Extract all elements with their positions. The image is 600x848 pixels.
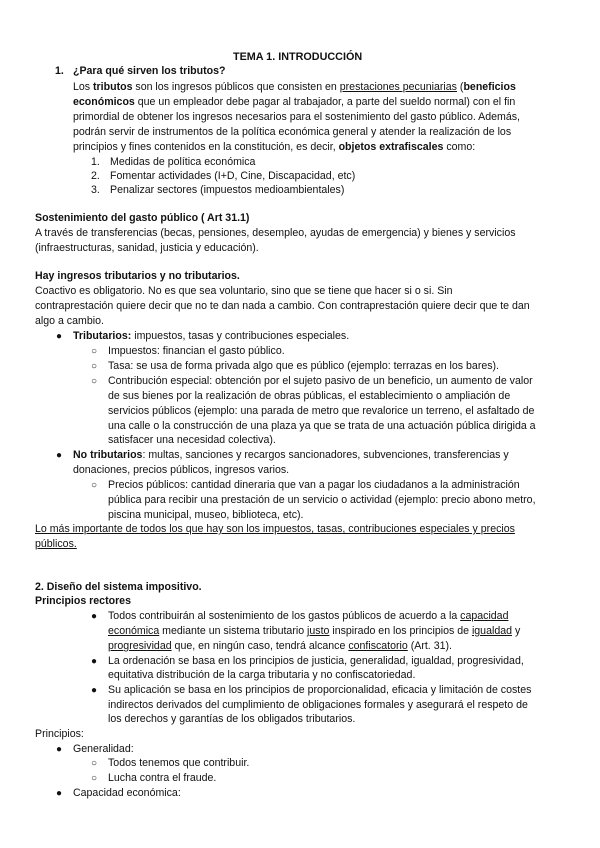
no-tributarios-item: No tributarios: multas, sanciones y recargos sancionadores, subvenciones, transferencias y [73, 449, 509, 461]
list-item-number: 2. [91, 170, 100, 182]
ingresos-line: algo a cambio. [35, 315, 104, 327]
bullet-circle-icon: ○ [91, 758, 98, 769]
bullet-disc-icon: ● [91, 611, 98, 622]
no-tributarios-line: donaciones, precios públicos, ingresos varios. [73, 464, 290, 476]
principio-line: Todos contribuirán al sostenimiento de los gastos públicos de acuerdo a la capacidad [108, 610, 509, 622]
principios-label: Principios: [35, 728, 84, 740]
bullet-circle-icon: ○ [91, 346, 98, 357]
contribucion-line: Contribución especial: obtención por el sujeto pasivo de un beneficio, un aumento de valor [108, 375, 533, 387]
generalidad-subitem: Todos tenemos que contribuir. [108, 757, 250, 769]
precios-line: piscina municipal, museo, biblioteca, etc). [108, 509, 304, 521]
tributarios-item: Tributarios: impuestos, tasas y contribuciones especiales. [73, 330, 350, 342]
sostenimiento-heading: Sostenimiento del gasto público ( Art 31.1) [35, 212, 250, 224]
capacidad-item: Capacidad económica: [73, 787, 181, 799]
impuestos-item: Impuestos: financian el gasto público. [108, 345, 285, 357]
ordenacion-line: La ordenación se basa en los principios de justicia, generalidad, igualdad, progresividad, [108, 655, 524, 667]
bullet-circle-icon: ○ [91, 376, 98, 387]
section-1-paragraph-line: podrán servir de instrumentos de la política económica general y atender la realización de los [73, 126, 512, 138]
ingresos-line: contraprestación quiere decir que no te dan nada a cambio. Con contraprestación quiere decir que te dan [35, 300, 530, 312]
list-item-number: 3. [91, 184, 100, 196]
bullet-disc-icon: ● [56, 450, 63, 461]
bullet-circle-icon: ○ [91, 480, 98, 491]
page-title: TEMA 1. INTRODUCCIÓN [233, 51, 363, 63]
bullet-disc-icon: ● [56, 744, 63, 755]
section-1-heading: ¿Para qué sirven los tributos? [73, 65, 226, 77]
tasa-item: Tasa: se usa de forma privada algo que es público (ejemplo: terrazas en los bares). [108, 360, 500, 372]
ingresos-line: Coactivo es obligatorio. No es que sea voluntario, sino que se tiene que hacer si o si. Sin [35, 285, 453, 297]
bullet-disc-icon: ● [91, 685, 98, 696]
aplicacion-line: indirectos derivados del cumplimiento de obligaciones formales y asegurará el respeto de [108, 699, 528, 711]
aplicacion-line: los derechos y garantías de los obligados tributarios. [108, 713, 356, 725]
list-item: Fomentar actividades (I+D, Cine, Discapacidad, etc) [110, 170, 356, 182]
section-2-heading: 2. Diseño del sistema impositivo. [35, 581, 202, 593]
aplicacion-line: Su aplicación se basa en los principios de proporcionalidad, eficacia y limitación de costes [108, 684, 532, 696]
bullet-disc-icon: ● [56, 331, 63, 342]
sostenimiento-line: A través de transferencias (becas, pensiones, desempleo, ayudas de emergencia) y bienes y servicios [35, 227, 516, 239]
contribucion-line: una calle o la construcción de una plaza ya que se trata de una actuación pública dirigida a [108, 420, 536, 432]
contribucion-line: de sus bienes por la realización de obras públicas, el establecimiento o ampliación de [108, 390, 511, 402]
contribucion-line: servicios públicos (ejemplo: una parada de metro que revalorice un terreno, el asfaltado de [108, 405, 535, 417]
section-1-paragraph-line: primordial de obtener los ingresos necesarios para el sostenimiento del gasto público. Además, [73, 111, 520, 123]
section-1-paragraph-line: principios y fines contenidos en la constitución, es decir, objetos extrafiscales como: [73, 141, 476, 153]
precios-line: Precios públicos: cantidad dineraria que van a pagar los ciudadanos a la administración [108, 479, 520, 491]
generalidad-subitem: Lucha contra el fraude. [108, 772, 217, 784]
list-item: Medidas de política económica [110, 156, 256, 168]
generalidad-item: Generalidad: [73, 743, 134, 755]
principios-rectores-heading: Principios rectores [35, 595, 131, 607]
section-1-paragraph-line: económicos que un empleador debe pagar al trabajador, a parte del sueldo normal) con el fin [73, 96, 516, 108]
bullet-circle-icon: ○ [91, 361, 98, 372]
contribucion-line: satisfacer una necesidad colectiva). [108, 434, 276, 446]
section-1-number: 1. [55, 65, 64, 77]
ordenacion-line: equitativa distribución de la carga tributaria y no confiscatoriedad. [108, 669, 416, 681]
importante-line: públicos. [35, 538, 77, 550]
principio-line: económica mediante un sistema tributario justo inspirado en los principios de igualdad y [108, 625, 521, 637]
bullet-disc-icon: ● [91, 656, 98, 667]
list-item: Penalizar sectores (impuestos medioambientales) [110, 184, 345, 196]
sostenimiento-line: (infraestructuras, sanidad, justicia y educación). [35, 242, 259, 254]
importante-line: Lo más importante de todos los que hay son los impuestos, tasas, contribuciones especiales y precios [35, 523, 515, 535]
section-1-paragraph-line: Los tributos son los ingresos públicos que consisten en prestaciones pecuniarias (beneficios [73, 81, 516, 93]
list-item-number: 1. [91, 156, 100, 168]
bullet-circle-icon: ○ [91, 773, 98, 784]
bullet-disc-icon: ● [56, 788, 63, 799]
ingresos-heading: Hay ingresos tributarios y no tributarios. [35, 270, 240, 282]
principio-line: progresividad que, en ningún caso, tendrá alcance confiscatorio (Art. 31). [108, 640, 452, 652]
precios-line: pública para recibir una prestación de un servicio o actividad (ejemplo: precio abono metro, [108, 494, 536, 506]
